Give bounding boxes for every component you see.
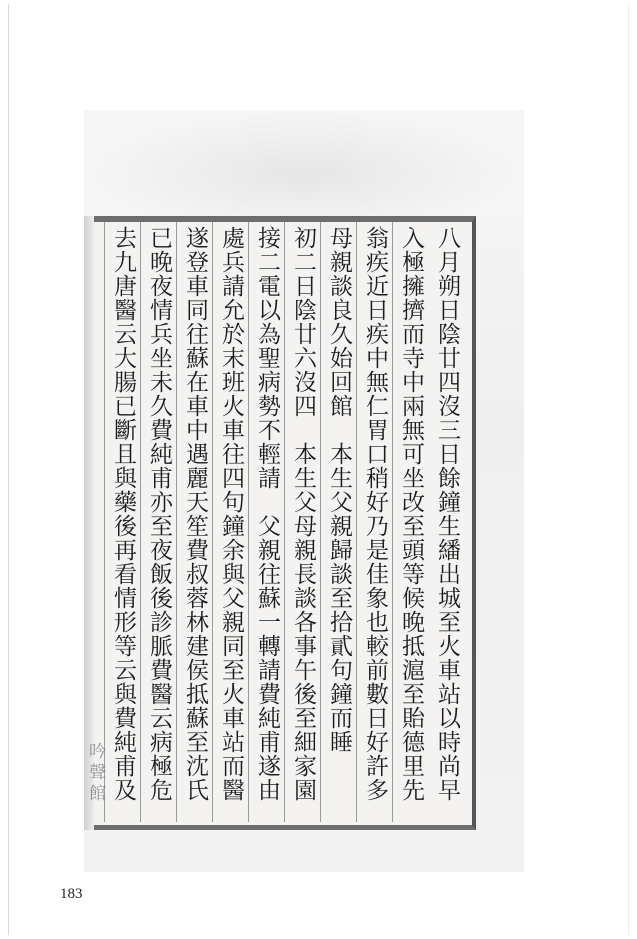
manuscript-column-2: 入極擁擠而寺中兩無可坐改至頭等候晚抵滬至貽德里先	[392, 222, 428, 822]
manuscript-column-3: 翁疾近日疾中無仁胃口稍好乃是佳象也較前數日好許多	[356, 222, 392, 822]
manuscript-column-4: 母親談良久始回館 本生父親歸談至拾貳句鐘而睡	[320, 222, 356, 822]
manuscript-column-1: 八月朔日陰廿四沒三日餘鐘生繙出城至火車站以時尚早	[434, 226, 460, 802]
page-number: 183	[60, 886, 83, 902]
manuscript-column-8: 遂登車同往蘇在車中遇麗天笙費叔蓉林建侯抵蘇至沈氏	[176, 222, 212, 822]
manuscript-column-6: 接二電以為聖病勢不輕請 父親往蘇一轉請費純甫遂由	[248, 222, 284, 822]
manuscript-column-10: 去九唐醫云大腸已斷且與藥後再看情形等云與費純甫及	[104, 222, 140, 822]
seal-stamp: 吟聲館	[85, 742, 105, 805]
binding-edge	[84, 216, 94, 830]
manuscript-column-7: 處兵請允於末班火車往四句鐘余與父親同至火車站而醫	[212, 222, 248, 822]
scan-shadow	[84, 110, 524, 216]
manuscript-column-9: 已晚夜情兵坐未久費純甫亦至夜飯後診脈費醫云病極危	[140, 222, 176, 822]
manuscript-column-5: 初二日陰廿六沒四 本生父母親長談各事午後至細家園	[284, 222, 320, 822]
